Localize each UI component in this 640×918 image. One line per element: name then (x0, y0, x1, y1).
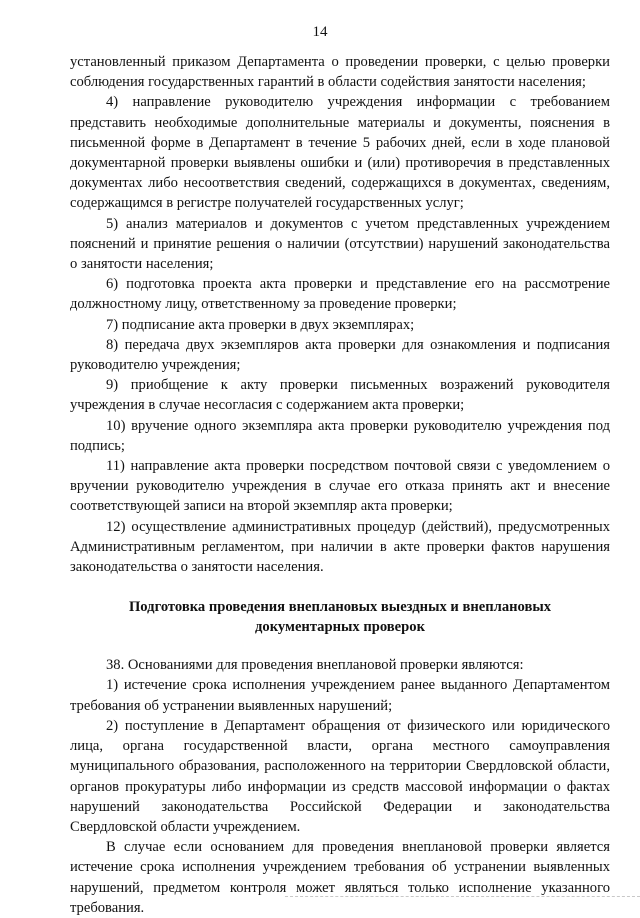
paragraph: 4) направление руководителю учреждения информации с требованием представить необходимые дополнительные материалы и документы, пояснения в письменной форме в Департамент в течение 5 рабочих дней, если в ходе плановой документарной проверки выявлены ошибки и (или) противоречия в представленных документах либо несоответствия сведений, содержащихся в документах, сведениям, содержащимся в регистре получателей государственных услуг; (70, 94, 610, 212)
paragraph: 5) анализ материалов и документов с учетом представленных учреждением пояснений и принятие решения о наличии (отсутствии) нарушений законодательства о занятости населения; (70, 215, 610, 273)
paragraph: 6) подготовка проекта акта проверки и представление его на рассмотрение должностному лицу, ответственному за проведение проверки; (70, 276, 610, 313)
paragraph: установленный приказом Департамента о проведении проверки, с целью проверки соблюдения государственных гарантий в области содействия занятости населения; (70, 54, 610, 91)
section-heading (70, 597, 610, 637)
paragraph: В случае если основанием для проведения внеплановой проверки является истечение срока исполнения учреждением требования об устранении выявленных нарушений, предметом контроля может являться только исполнение указанного требования. (70, 839, 610, 916)
page-number: 14 (312, 24, 328, 40)
paragraph: 9) приобщение к акту проверки письменных возражений руководителя учреждения в случае несогласия с содержанием акта проверки; (70, 377, 610, 414)
scan-edge-line (285, 896, 640, 897)
section-heading-line-2: документарных проверок (255, 619, 425, 636)
paragraph: 1) истечение срока исполнения учреждением ранее выданного Департаментом требования об устранении выявленных нарушений; (70, 677, 610, 714)
document-body (70, 52, 610, 918)
section-38-content (70, 655, 610, 918)
paragraph: 2) поступление в Департамент обращения от физического или юридического лица, органа государственной власти, органа местного самоуправления муниципального образования, расположенного на территории Свердловской области, органов прокуратуры либо информации из средств массовой информации о фактах нарушений законодательства Российской Федерации и законодательства Свердловской области учреждением. (70, 717, 610, 835)
procedure-steps-list (70, 52, 610, 577)
paragraph: 12) осуществление административных процедур (действий), предусмотренных Административным регламентом, при наличии в акте проверки фактов нарушения законодательства о занятости населения. (70, 518, 610, 576)
section-heading-line-1: Подготовка проведения внеплановых выездных и внеплановых (128, 599, 552, 616)
paragraph: 38. Основаниями для проведения внеплановой проверки являются: (106, 657, 524, 674)
paragraph: 7) подписание акта проверки в двух экземплярах; (106, 316, 415, 333)
paragraph: 8) передача двух экземпляров акта проверки для ознакомления и подписания руководителю учреждения; (70, 336, 610, 374)
paragraph: 10) вручение одного экземпляра акта проверки руководителю учреждения под подпись; (70, 417, 610, 454)
paragraph: 11) направление акта проверки посредством почтовой связи с уведомлением о вручении руководителю учреждения в случае его отказа принять акт и внесение соответствующей записи на второй экземпляр акта проверки; (70, 458, 610, 515)
